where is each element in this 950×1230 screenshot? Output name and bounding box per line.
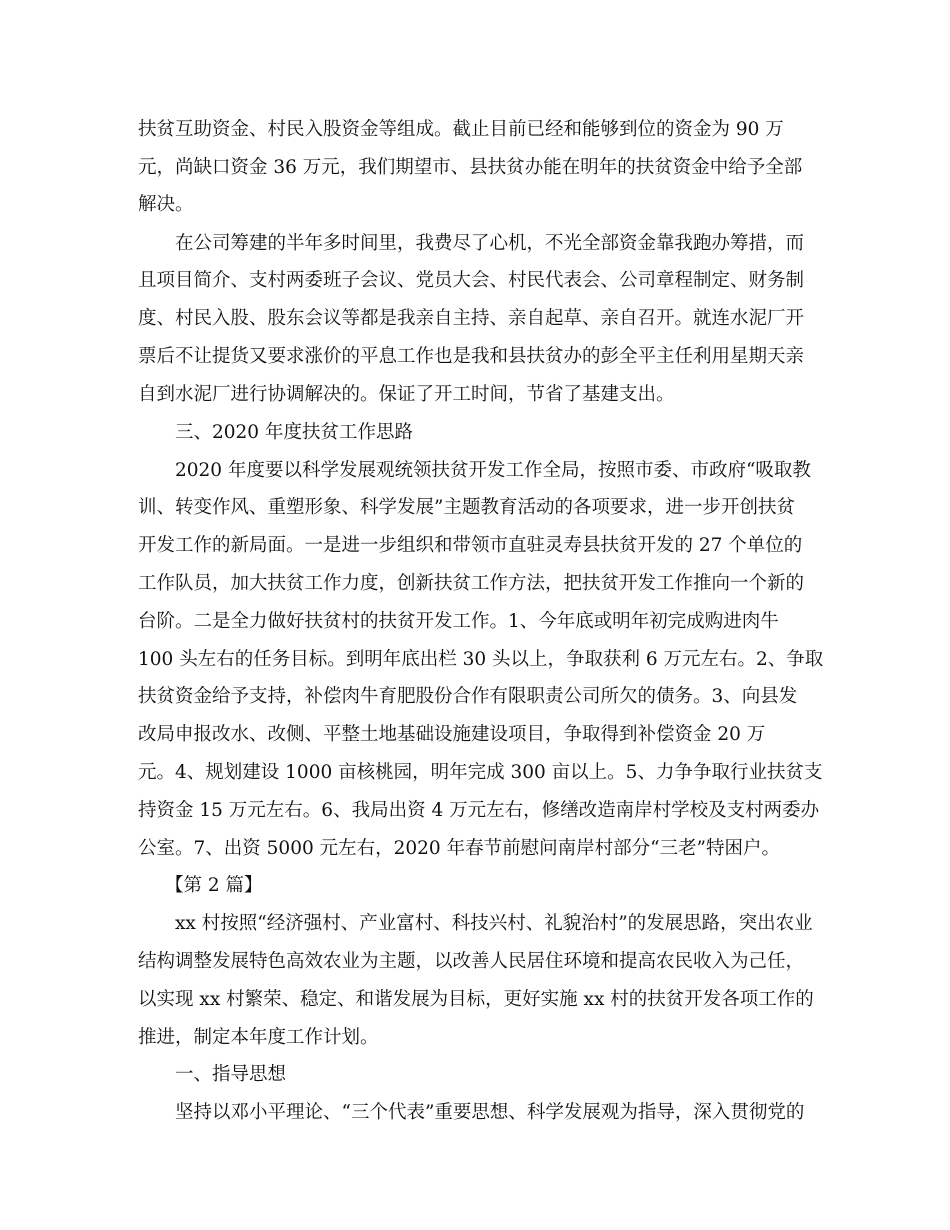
text-line: 推进，制定本年度工作计划。: [138, 1027, 379, 1048]
text-line: 元。4、规划建设 1000 亩核桃园，明年完成 300 亩以上。5、力争争取行业扶贫支: [138, 762, 823, 783]
text-line: 持资金 15 万元左右。6、我局出资 4 万元左右，修缮改造南岸村学校及支村两委办: [138, 800, 820, 821]
text-line: 解决。: [138, 194, 194, 215]
text-line: 且项目简介、支村两委班子会议、党员大会、村民代表会、公司章程制定、财务制: [138, 270, 805, 291]
text-line: xx 村按照“经济强村、产业富村、科技兴村、礼貌治村”的发展思路，突出农业: [175, 913, 813, 934]
text-line: 坚持以邓小平理论、“三个代表”重要思想、科学发展观为指导，深入贯彻党的: [175, 1102, 805, 1123]
text-line: 训、转变作风、重塑形象、科学发展”主题教育活动的各项要求，进一步开创扶贫: [138, 497, 795, 518]
text-line: 扶贫资金给予支持，补偿肉牛育肥股份合作有限职责公司所欠的债务。3、向县发: [138, 686, 798, 707]
section-heading: 三、2020 年度扶贫工作思路: [175, 422, 413, 443]
text-line: 扶贫互助资金、村民入股资金等组成。截止目前已经和能够到位的资金为 90 万: [138, 119, 784, 140]
chapter-heading: 【第 2 篇】: [165, 875, 263, 896]
text-line: 改局申报改水、改侧、平整土地基础设施建设项目，争取得到补偿资金 20 万: [138, 724, 766, 745]
text-line: 工作队员，加大扶贫工作力度，创新扶贫工作方法，把扶贫开发工作推向一个新的: [138, 573, 805, 594]
text-line: 度、村民入股、股东会议等都是我亲自主持、亲自起草、亲自召开。就连水泥厂开: [138, 308, 805, 329]
text-line: 在公司筹建的半年多时间里，我费尽了心机，不光全部资金靠我跑办筹措，而: [175, 233, 805, 254]
text-line: 2020 年度要以科学发展观统领扶贫开发工作全局，按照市委、市政府“吸取教: [175, 460, 811, 481]
text-line: 自到水泥厂进行协调解决的。保证了开工时间，节省了基建支出。: [138, 384, 675, 405]
text-line: 票后不让提货又要求涨价的平息工作也是我和县扶贫办的彭全平主任利用星期天亲: [138, 346, 805, 367]
text-line: 公室。7、出资 5000 元左右，2020 年春节前慰问南岸村部分“三老”特困户。: [138, 838, 780, 859]
text-line: 结构调整发展特色高效农业为主题，以改善人民居住环境和提高农民收入为己任，: [138, 951, 805, 972]
section-heading: 一、指导思想: [175, 1064, 287, 1085]
text-line: 以实现 xx 村繁荣、稳定、和谐发展为目标，更好实施 xx 村的扶贫开发各项工作的: [138, 989, 814, 1010]
text-line: 开发工作的新局面。一是进一步组织和带领市直驻灵寿县扶贫开发的 27 个单位的: [138, 535, 803, 556]
text-line: 台阶。二是全力做好扶贫村的扶贫开发工作。1、今年底或明年初完成购进肉牛: [138, 611, 779, 632]
text-line: 100 头左右的任务目标。到明年底出栏 30 头以上，争取获利 6 万元左右。2、争取: [138, 649, 824, 670]
text-line: 元，尚缺口资金 36 万元，我们期望市、县扶贫办能在明年的扶贫资金中给予全部: [138, 157, 803, 178]
